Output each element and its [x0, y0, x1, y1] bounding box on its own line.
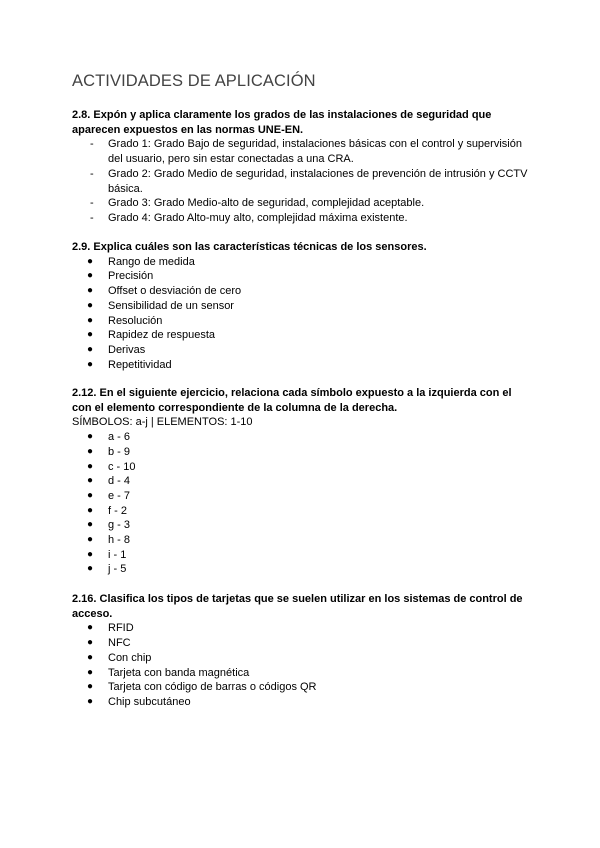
bullet-dot: ● [87, 343, 94, 355]
bullet-dot: ● [87, 255, 94, 267]
list-item: ● NFC [87, 637, 131, 650]
list-item: ● i - 1 [87, 548, 127, 561]
bullet-dot: ● [87, 358, 94, 370]
list-item: ● Tarjeta con código de barras o códigos QR [87, 681, 317, 694]
list-item: ● Con chip [87, 651, 152, 664]
bullet-dot: ● [87, 270, 94, 282]
bullet-dot: ● [87, 681, 94, 693]
bullet-dot: ● [87, 504, 94, 516]
dash-bullet: - [90, 197, 94, 210]
symbols-legend: SÍMBOLOS: a-j | ELEMENTOS: 1-10 [72, 416, 253, 429]
bullet-dot: ● [87, 637, 94, 649]
question-heading: 2.8. Expón y aplica claramente los grados de las instalaciones de seguridad que aparecen expuestos en las normas UNE-EN. [72, 109, 492, 136]
bullet-dot: ● [87, 475, 94, 487]
list-item: ● h - 8 [87, 534, 131, 547]
list-item: ● j - 5 [87, 563, 127, 576]
bullet-dot: ● [87, 445, 94, 457]
bullet-dot: ● [87, 519, 94, 531]
list-item: ● Repetitividad [87, 358, 172, 371]
list-item: ● b - 9 [87, 445, 131, 458]
answer-list [72, 255, 532, 373]
bullet-dot: ● [87, 534, 94, 546]
list-item: ● e - 7 [87, 489, 131, 502]
page-title: ACTIVIDADES DE APLICACIÓN [72, 72, 316, 90]
question-heading: 2.9. Explica cuáles son las características técnicas de los sensores. [72, 241, 427, 253]
question-heading: 2.12. En el siguiente ejercicio, relaciona cada símbolo expuesto a la izquierda con el con el elemento correspondiente de la columna de la derecha. [72, 387, 512, 414]
dash-bullet: - [90, 138, 94, 151]
bullet-dot: ● [87, 329, 94, 341]
list-item: ● f - 2 [87, 504, 127, 517]
bullet-dot: ● [87, 622, 94, 634]
bullet-dot: ● [87, 666, 94, 678]
answer-list [72, 621, 532, 709]
bullet-dot: ● [87, 489, 94, 501]
answer-list [72, 137, 532, 225]
list-item: ● RFID [87, 622, 134, 635]
list-item: ● d - 4 [87, 475, 131, 488]
bullet-dot: ● [87, 285, 94, 297]
list-item: ● Rango de medida [87, 255, 195, 268]
bullet-dot: ● [87, 695, 94, 707]
bullet-dot: ● [87, 431, 94, 443]
bullet-dot: ● [87, 314, 94, 326]
list-item: ● a - 6 [87, 431, 131, 444]
list-item: ● Rapidez de respuesta [87, 329, 216, 342]
list-item: ● Chip subcutáneo [87, 695, 191, 708]
section-2-9 [72, 240, 532, 372]
list-item: - Grado 1: Grado Bajo de seguridad, instalaciones básicas con el control y supervisión del usuario, pero sin estar conectadas a una CRA. [90, 138, 522, 166]
answer-list [72, 430, 532, 577]
question-heading: 2.16. Clasifica los tipos de tarjetas que se suelen utilizar en los sistemas de control de acceso. [72, 593, 523, 620]
list-item: - Grado 4: Grado Alto-muy alto, complejidad máxima existente. [90, 211, 408, 224]
section-2-16 [72, 592, 532, 710]
list-item: ● Offset o desviación de cero [87, 285, 242, 298]
dash-bullet: - [90, 211, 94, 224]
list-item: ● Precisión [87, 270, 154, 283]
list-item: ● g - 3 [87, 519, 131, 532]
section-2-8 [72, 108, 532, 226]
bullet-dot: ● [87, 651, 94, 663]
section-2-12 [72, 386, 532, 577]
bullet-dot: ● [87, 460, 94, 472]
list-item: ● Derivas [87, 343, 146, 356]
list-item: ● Sensibilidad de un sensor [87, 299, 234, 312]
list-item: ● c - 10 [87, 460, 136, 473]
dash-bullet: - [90, 167, 94, 180]
list-item: - Grado 2: Grado Medio de seguridad, instalaciones de prevención de intrusión y CCTV básica. [90, 167, 528, 195]
list-item: - Grado 3: Grado Medio-alto de seguridad, complejidad aceptable. [90, 197, 425, 210]
bullet-dot: ● [87, 563, 94, 575]
list-item: ● Tarjeta con banda magnética [87, 666, 250, 679]
bullet-dot: ● [87, 299, 94, 311]
list-item: ● Resolución [87, 314, 163, 327]
bullet-dot: ● [87, 548, 94, 560]
